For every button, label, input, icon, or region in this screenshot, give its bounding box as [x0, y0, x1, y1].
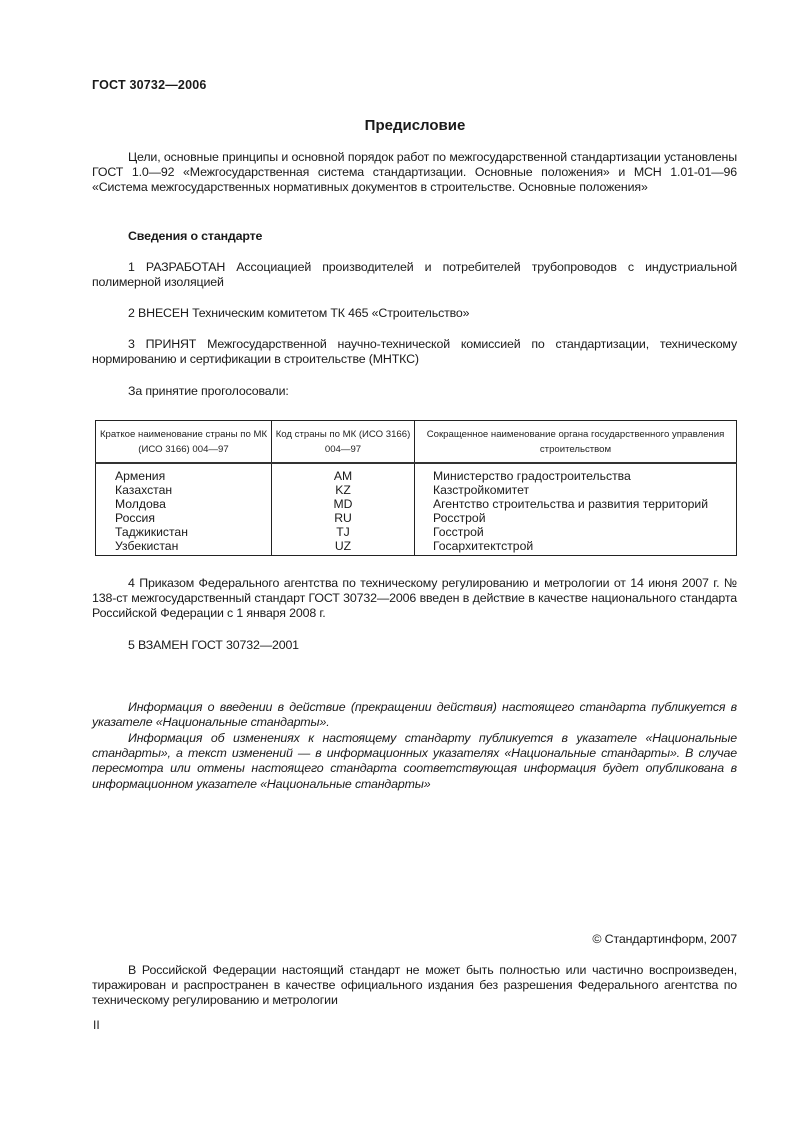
- item-1: 1 РАЗРАБОТАН Ассоциацией производителей и потребителей трубопроводов с индустриальной полимерной изоляцией: [92, 260, 737, 290]
- country-code: KZ: [272, 483, 415, 497]
- country-name: Узбекистан: [96, 539, 272, 556]
- country-name: Казахстан: [96, 483, 272, 497]
- authority-name: Казстройкомитет: [415, 483, 737, 497]
- table-row: [96, 463, 737, 483]
- vote-label: За принятие проголосовали:: [128, 384, 289, 398]
- country-name: Армения: [96, 463, 272, 483]
- country-name: Таджикистан: [96, 525, 272, 539]
- table-header-row: [96, 421, 737, 464]
- table-row: [96, 483, 737, 497]
- country-name: Молдова: [96, 497, 272, 511]
- item-4: 4 Приказом Федерального агентства по техническому регулированию и метрологии от 14 июня 2007 г. № 138-ст межгосударственный стандарт ГОСТ 30732—2006 введен в действие в качестве национального стандарта Российской Федерации с 1 января 2008 г.: [92, 576, 737, 621]
- authority-name: Госстрой: [415, 525, 737, 539]
- header-country-code: Код страны по МК (ИСО 3166) 004—97: [272, 421, 415, 464]
- document-code: ГОСТ 30732—2006: [92, 78, 207, 92]
- table-row: [96, 497, 737, 511]
- authority-name: Росстрой: [415, 511, 737, 525]
- country-code: RU: [272, 511, 415, 525]
- item-3: 3 ПРИНЯТ Межгосударственной научно-технической комиссией по стандартизации, техническому нормированию и сертификации в строительстве (МНТКС): [92, 337, 737, 367]
- authority-name: Госархитектстрой: [415, 539, 737, 556]
- notice-introduction: Информация о введении в действие (прекращении действия) настоящего стандарта публикуется в указателе «Национальные стандарты».: [92, 700, 737, 730]
- country-code: TJ: [272, 525, 415, 539]
- vote-table: [95, 420, 737, 556]
- country-name: Россия: [96, 511, 272, 525]
- country-code: UZ: [272, 539, 415, 556]
- table-row: [96, 539, 737, 556]
- header-authority: Сокращенное наименование органа государственного управления строительством: [415, 421, 737, 464]
- authority-name: Министерство градостроительства: [415, 463, 737, 483]
- reproduction-notice: В Российской Федерации настоящий стандарт не может быть полностью или частично воспроизведен, тиражирован и распространен в качестве официального издания без разрешения Федерального агентства по техническому регулированию и метрологии: [92, 963, 737, 1008]
- authority-name: Агентство строительства и развития территорий: [415, 497, 737, 511]
- intro-paragraph: Цели, основные принципы и основной порядок работ по межгосударственной стандартизации установлены ГОСТ 1.0—92 «Межгосударственная система стандартизации. Основные положения» и МСН 1.01-01—96 «Система межгосударственных нормативных документов в строительстве. Основные положения»: [92, 150, 737, 195]
- country-code: MD: [272, 497, 415, 511]
- section-heading: Сведения о стандарте: [128, 229, 263, 243]
- table-row: [96, 511, 737, 525]
- table-row: [96, 525, 737, 539]
- item-5: 5 ВЗАМЕН ГОСТ 30732—2001: [128, 638, 299, 652]
- item-2: 2 ВНЕСЕН Техническим комитетом ТК 465 «Строительство»: [128, 306, 470, 320]
- notice-changes: Информация об изменениях к настоящему стандарту публикуется в указателе «Национальные стандарты», а текст изменений — в информационных указателях «Национальные стандарты». В случае пересмотра или отмены настоящего стандарта соответствующая информация будет опубликована в информационном указателе «Национальные стандарты»: [92, 731, 737, 791]
- copyright: © Стандартинформ, 2007: [592, 932, 737, 946]
- header-country-name: Краткое наименование страны по МК (ИСО 3166) 004—97: [96, 421, 272, 464]
- page-number: II: [93, 1018, 100, 1032]
- page-title: Предисловие: [364, 117, 466, 134]
- country-code: AM: [272, 463, 415, 483]
